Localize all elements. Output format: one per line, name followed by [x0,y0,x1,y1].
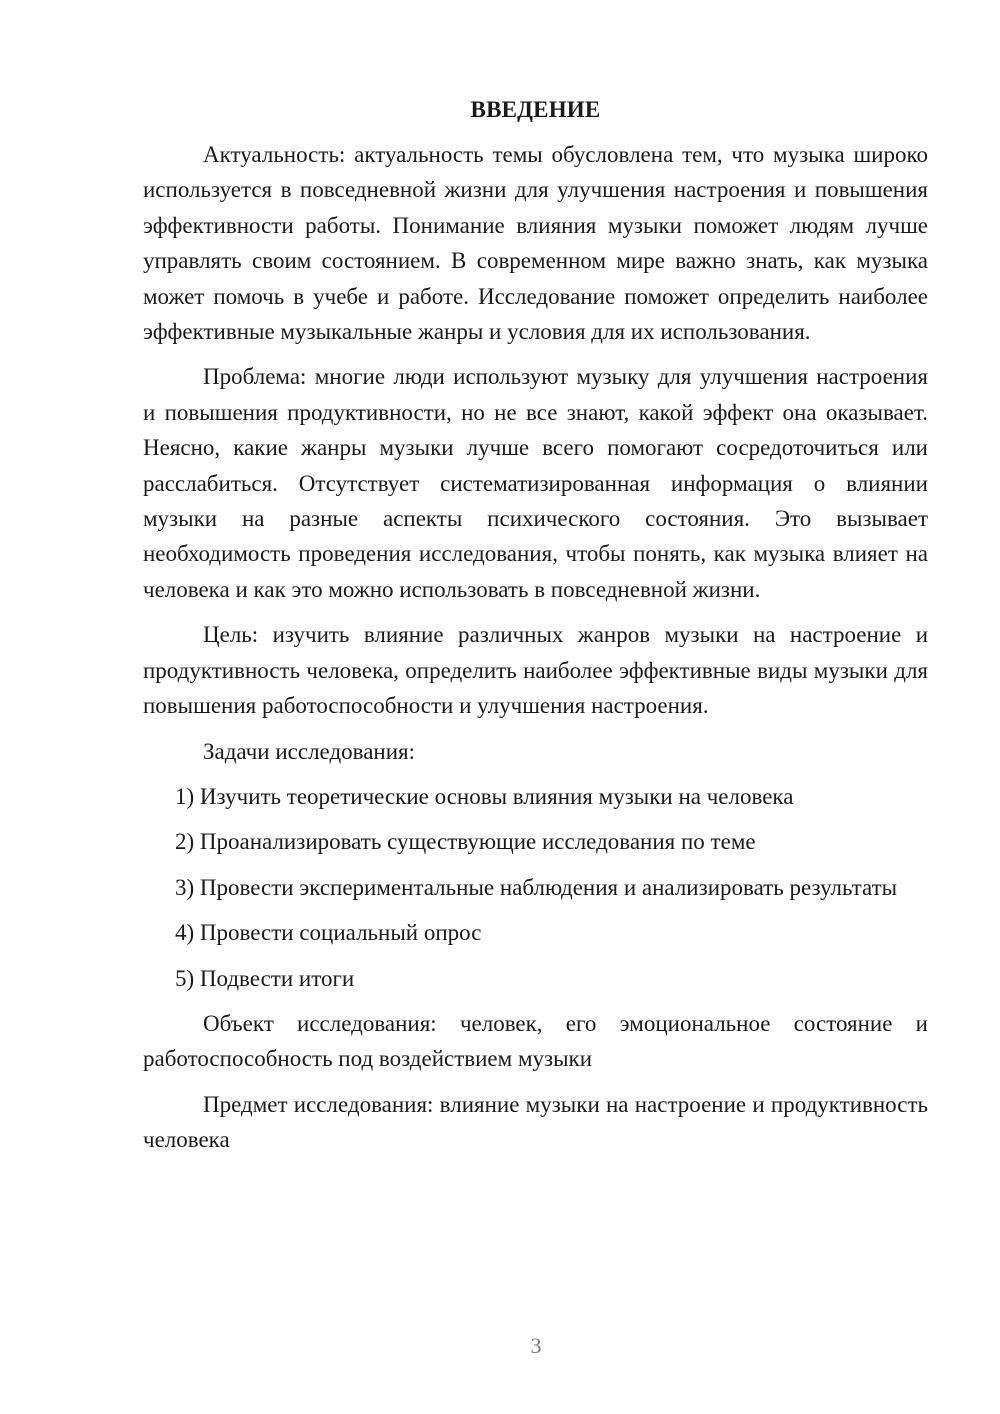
section-title: ВВЕДЕНИЕ [470,97,601,122]
task-item: 2) Проанализировать существующие исследования по теме [175,829,756,855]
paragraph-relevance: Актуальность: актуальность темы обусловлена тем, что музыка широко используется в повседневной жизни для улучшения настроения и повышения эффективности работы. Понимание влияния музыки поможет людям лучше управлять своим состоянием. В современном мире важно знать, как музыка может помочь в учебе и работе. Исследование поможет определить наиболее эффективные музыкальные жанры и условия для их использования. [143,142,928,345]
paragraph-problem: Проблема: многие люди используют музыку для улучшения настроения и повышения продуктивности, но не все знают, какой эффект она оказывает. Неясно, какие жанры музыки лучше всего помогают сосредоточиться или расслабиться. Отсутствует систематизированная информация о влиянии музыки на разные аспекты психического состояния. Это вызывает необходимость проведения исследования, чтобы понять, как музыка влияет на человека и как это можно использовать в повседневной жизни. [143,364,928,602]
task-item: 3) Провести экспериментальные наблюдения и анализировать результаты [175,874,898,900]
task-item: 1) Изучить теоретические основы влияния музыки на человека [175,783,794,809]
task-item: 5) Подвести итоги [175,965,355,991]
task-item: 4) Провести социальный опрос [175,920,482,946]
paragraph-goal: Цель: изучить влияние различных жанров музыки на настроение и продуктивность человека, определить наиболее эффективные виды музыки для повышения работоспособности и улучшения настроения. [143,622,928,719]
tasks-heading: Задачи исследования: [203,738,416,764]
paragraph-object: Объект исследования: человек, его эмоциональное состояние и работоспособность под воздействием музыки [143,1010,928,1072]
paragraph-subject: Предмет исследования: влияние музыки на настроение и продуктивность человека [143,1091,928,1153]
document-page [143,92,928,1168]
page-number: 3 [530,1333,542,1358]
